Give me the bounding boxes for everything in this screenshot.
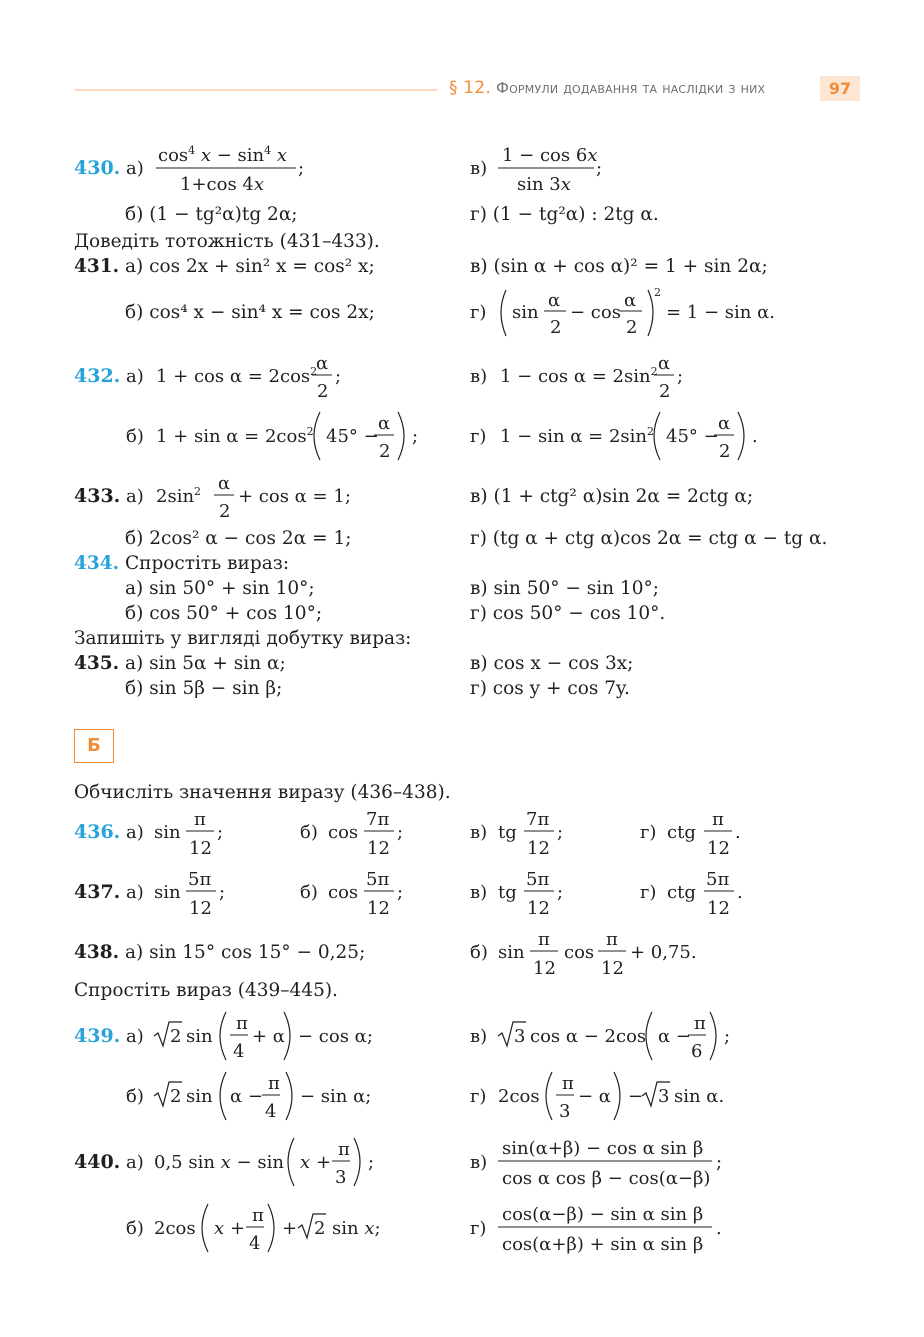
- problem-440-row2: [70, 1196, 910, 1262]
- svg-text:sin 3x: sin 3x: [517, 174, 571, 195]
- svg-text:π: π: [268, 1073, 280, 1094]
- svg-text:α: α: [624, 290, 637, 311]
- svg-text:2: 2: [219, 501, 231, 522]
- svg-text:в): в): [470, 1026, 488, 1047]
- svg-text:3: 3: [559, 1101, 571, 1122]
- svg-text:а): а): [126, 1152, 144, 1173]
- svg-text:α: α: [658, 353, 671, 374]
- problem-431-g: [468, 278, 798, 344]
- instruction-prove: Доведіть тотожність (431–433).: [74, 231, 380, 252]
- page-number: 97: [820, 76, 860, 101]
- svg-text:cos: cos: [564, 942, 595, 963]
- svg-text:;: ;: [397, 822, 404, 843]
- problem-437-row: [70, 866, 910, 922]
- svg-text:5π: 5π: [526, 869, 550, 890]
- svg-text:;: ;: [412, 426, 419, 447]
- svg-text:;: ;: [217, 822, 224, 843]
- svg-text:.: .: [752, 426, 758, 447]
- problem-430-formula-row: [70, 138, 910, 198]
- svg-text:;: ;: [298, 158, 305, 179]
- svg-text:cos4 x − sin4 x: $\cos^4 x - \sin^4 x$: [158, 144, 288, 166]
- svg-text:x: x: [214, 1218, 225, 1239]
- svg-text:12: 12: [527, 898, 550, 919]
- svg-text:2: 2: [170, 1026, 182, 1047]
- svg-text:3: 3: [658, 1086, 670, 1107]
- svg-text:4: 4: [265, 1101, 277, 1122]
- svg-text:;: ;: [557, 822, 564, 843]
- svg-text:π: π: [236, 1013, 248, 1034]
- svg-text:а): а): [126, 486, 144, 507]
- problem-438-a: а) sin 15° cos 15° − 0,25;: [124, 942, 366, 963]
- problem-number-430: 430.: [74, 157, 121, 179]
- problem-434-v: в) sin 50° − sin 10°;: [470, 578, 660, 599]
- svg-text:б): б): [300, 822, 318, 843]
- svg-text:б): б): [300, 882, 318, 903]
- svg-text:2: 2: [317, 381, 329, 402]
- svg-text:45° −: 45° −: [326, 426, 379, 447]
- svg-text:а): а): [126, 822, 144, 843]
- svg-text:π: π: [606, 929, 618, 950]
- svg-text:г): г): [640, 822, 657, 843]
- header-rule: [75, 89, 437, 91]
- svg-text:;: ;: [397, 882, 404, 903]
- svg-text:а): а): [126, 158, 144, 179]
- svg-text:5π: 5π: [188, 869, 212, 890]
- svg-text:π: π: [562, 1073, 574, 1094]
- svg-text:+ cos α = 1;: + cos α = 1;: [238, 486, 351, 507]
- svg-text:;: ;: [677, 366, 684, 387]
- svg-text:7π: 7π: [366, 809, 390, 830]
- svg-text:π: π: [338, 1139, 350, 1160]
- svg-text:5π: 5π: [706, 869, 730, 890]
- svg-text:г): г): [470, 426, 487, 447]
- svg-text:sin: sin: [154, 882, 181, 903]
- svg-text:1+cos 4x: 1+cos 4x: [180, 174, 265, 195]
- svg-text:12: 12: [367, 838, 390, 859]
- svg-text:π: π: [194, 809, 206, 830]
- problem-439-row2: [70, 1066, 910, 1126]
- problem-438-row1: [74, 942, 365, 964]
- svg-text:sin: sin: [512, 302, 539, 323]
- svg-text:в): в): [470, 1152, 488, 1173]
- problem-434-header: [74, 553, 289, 575]
- svg-text:.: .: [716, 1218, 722, 1239]
- svg-text:г): г): [640, 882, 657, 903]
- svg-text:cos: cos: [328, 822, 359, 843]
- svg-text:1 − sin α = 2sin2: $1 - \sin \alpha = 2\sin^2$: [500, 425, 655, 447]
- svg-text:α: α: [378, 413, 391, 434]
- problem-number-439: 439.: [74, 1025, 121, 1047]
- svg-text:;: ;: [716, 1152, 723, 1173]
- svg-text:0,5 sin x − sin: 0,5 sin x − sin: [154, 1152, 284, 1173]
- instruction-simplify: Спростіть вираз:: [124, 553, 290, 574]
- svg-text:45° −: 45° −: [666, 426, 719, 447]
- section-title: Формули додавання та наслідки з них: [495, 79, 766, 97]
- svg-text:а): а): [126, 366, 144, 387]
- svg-text:г): г): [470, 302, 487, 323]
- problem-431-a: а) cos 2x + sin² x = cos² x;: [124, 256, 375, 277]
- svg-text:12: 12: [707, 838, 730, 859]
- problem-431-row1: [74, 256, 375, 278]
- svg-text:1 + cos α = 2cos2: $1 + \cos \alpha = 2\cos^2$: [156, 365, 318, 387]
- svg-text:в): в): [470, 158, 488, 179]
- problem-430-g: г) (1 − tg²α) : 2tg α.: [470, 204, 659, 225]
- svg-text:π: π: [712, 809, 724, 830]
- svg-text:б): б): [126, 426, 144, 447]
- problem-439-row1: [70, 1006, 910, 1066]
- svg-text:sin(α+β) − cos α sin β: sin(α+β) − cos α sin β: [502, 1138, 704, 1159]
- svg-text:+: +: [282, 1218, 298, 1239]
- svg-text:cos(α−β) − sin α sin β: cos(α−β) − sin α sin β: [502, 1204, 704, 1225]
- svg-text:5π: 5π: [366, 869, 390, 890]
- svg-text:ctg: ctg: [667, 882, 696, 903]
- svg-text:tg: tg: [498, 882, 517, 903]
- svg-text:x: x: [300, 1152, 311, 1173]
- problem-number-435: 435.: [74, 653, 120, 674]
- svg-text:α: α: [218, 473, 231, 494]
- svg-text:2cos: 2cos: [154, 1218, 196, 1239]
- problem-431-v: в) (sin α + cos α)² = 1 + sin 2α;: [470, 256, 768, 277]
- svg-text:;: ;: [368, 1152, 375, 1173]
- problem-436-row: [70, 806, 910, 862]
- svg-text:π: π: [694, 1013, 706, 1034]
- svg-text:;: ;: [557, 882, 564, 903]
- svg-text:α: α: [548, 290, 561, 311]
- svg-text:4: 4: [249, 1233, 261, 1254]
- svg-text:sin x;: sin x;: [332, 1218, 381, 1239]
- svg-text:г): г): [470, 1086, 487, 1107]
- svg-text:г): г): [470, 1218, 487, 1239]
- problem-435-row1: [74, 653, 286, 675]
- svg-text:α −: α −: [658, 1026, 691, 1047]
- svg-text:cos: cos: [328, 882, 359, 903]
- svg-text:а): а): [126, 882, 144, 903]
- svg-text:sin α.: sin α.: [674, 1086, 725, 1107]
- svg-text:4: 4: [233, 1041, 245, 1062]
- svg-text:2: 2: [719, 441, 731, 462]
- svg-text:ctg: ctg: [667, 822, 696, 843]
- problem-435-b: б) sin 5β − sin β;: [125, 678, 283, 699]
- svg-text:sin: sin: [186, 1086, 213, 1107]
- problem-438-b: [468, 926, 768, 982]
- svg-text:−: −: [628, 1086, 644, 1107]
- svg-text:;: ;: [219, 882, 226, 903]
- svg-text:2sin2: $2\sin^2$: [156, 485, 202, 507]
- problem-number-434: 434.: [74, 553, 120, 574]
- running-header: [449, 78, 765, 98]
- svg-text:б): б): [470, 942, 488, 963]
- svg-text:sin: sin: [498, 942, 525, 963]
- svg-text:− sin α;: − sin α;: [300, 1086, 372, 1107]
- section-number: § 12.: [449, 78, 491, 98]
- svg-text:б): б): [126, 1086, 144, 1107]
- problem-435-v: в) cos x − cos 3x;: [470, 653, 634, 674]
- svg-text:tg: tg: [498, 822, 517, 843]
- problem-number-440: 440.: [74, 1151, 121, 1173]
- problem-433-v: в) (1 + ctg² α)sin 2α = 2ctg α;: [470, 486, 754, 507]
- svg-text:sin: sin: [186, 1026, 213, 1047]
- problem-435-g: г) cos y + cos 7y.: [470, 678, 630, 699]
- svg-text:.: .: [737, 882, 743, 903]
- svg-text:2: 2: [314, 1218, 326, 1239]
- svg-text:в): в): [470, 366, 488, 387]
- svg-text:= 1 − sin α.: = 1 − sin α.: [666, 302, 775, 323]
- svg-text:;: ;: [596, 158, 603, 179]
- problem-number-436: 436.: [74, 821, 121, 843]
- svg-text:− α: − α: [578, 1086, 611, 1107]
- svg-text:+ 0,75.: + 0,75.: [630, 942, 697, 963]
- instruction-simplify-range: Спростіть вираз (439–445).: [74, 980, 338, 1001]
- svg-text:+: +: [316, 1152, 332, 1173]
- svg-text:cos α cos β − cos(α−β): cos α cos β − cos(α−β): [502, 1168, 711, 1189]
- problem-430-b: б) (1 − tg²α)tg 2α;: [125, 204, 298, 225]
- svg-text:7π: 7π: [526, 809, 550, 830]
- svg-text:+ α: + α: [252, 1026, 285, 1047]
- problem-number-431: 431.: [74, 256, 120, 277]
- svg-text:2: 2: [550, 317, 562, 338]
- problem-435-a: а) sin 5α + sin α;: [124, 653, 286, 674]
- svg-text:б): б): [126, 1218, 144, 1239]
- svg-text:− cos α;: − cos α;: [298, 1026, 373, 1047]
- svg-text:12: 12: [601, 958, 624, 979]
- svg-text:2: 2: [379, 441, 391, 462]
- svg-text:cos α − 2cos: cos α − 2cos: [530, 1026, 647, 1047]
- svg-text:;: ;: [335, 366, 342, 387]
- svg-text:α: α: [316, 353, 329, 374]
- problem-440-row1: [70, 1130, 910, 1196]
- svg-text:1 − cos α = 2sin2: $1 - \cos \alpha = 2\sin^2$: [500, 365, 658, 387]
- svg-text:+: +: [230, 1218, 246, 1239]
- problem-number-432: 432.: [74, 365, 121, 387]
- svg-text:3: 3: [514, 1026, 526, 1047]
- problem-434-a: а) sin 50° + sin 10°;: [125, 578, 315, 599]
- svg-text:− cos: − cos: [570, 302, 621, 323]
- problem-434-g: г) cos 50° − cos 10°.: [470, 603, 666, 624]
- svg-text:12: 12: [527, 838, 550, 859]
- svg-text:2cos: 2cos: [498, 1086, 540, 1107]
- problem-number-437: 437.: [74, 881, 121, 903]
- svg-text:cos(α+β) + sin α sin β: cos(α+β) + sin α sin β: [502, 1234, 704, 1255]
- svg-text:12: 12: [189, 838, 212, 859]
- svg-text:в): в): [470, 882, 488, 903]
- svg-text:α −: α −: [230, 1086, 263, 1107]
- svg-text:2: 2: [659, 381, 671, 402]
- svg-text:π: π: [252, 1205, 264, 1226]
- svg-text:в): в): [470, 822, 488, 843]
- svg-text:6: 6: [691, 1041, 703, 1062]
- svg-text:1 − cos 6x: 1 − cos 6x: [502, 145, 598, 166]
- svg-text:12: 12: [533, 958, 556, 979]
- problem-number-433: 433.: [74, 485, 121, 507]
- svg-text:12: 12: [189, 898, 212, 919]
- svg-text:;: ;: [724, 1026, 731, 1047]
- svg-text:1 + sin α = 2cos2: $1 + \sin \alpha = 2\cos^2$: [156, 425, 314, 447]
- svg-text:sin: sin: [154, 822, 181, 843]
- svg-text:12: 12: [707, 898, 730, 919]
- svg-text:.: .: [735, 822, 741, 843]
- svg-text:2: 2: [170, 1086, 182, 1107]
- problem-432-row2: [70, 406, 910, 466]
- problem-434-b: б) cos 50° + cos 10°;: [125, 603, 323, 624]
- svg-text:а): а): [126, 1026, 144, 1047]
- instruction-product: Запишіть у вигляді добутку вираз:: [74, 628, 412, 649]
- instruction-compute: Обчисліть значення виразу (436–438).: [74, 782, 451, 803]
- problem-431-b: б) cos⁴ x − sin⁴ x = cos 2x;: [125, 302, 375, 323]
- problem-433-g: г) (tg α + ctg α)cos 2α = ctg α − tg α.: [470, 528, 828, 549]
- svg-text:3: 3: [335, 1167, 347, 1188]
- svg-text:2: 2: [654, 286, 661, 299]
- level-b-label: Б: [74, 729, 114, 763]
- problem-number-438: 438.: [74, 942, 120, 963]
- svg-text:α: α: [718, 413, 731, 434]
- problem-433-b: б) 2cos² α − cos 2α = 1;: [125, 528, 352, 549]
- svg-text:π: π: [538, 929, 550, 950]
- problem-432-row1: [70, 350, 910, 406]
- svg-text:12: 12: [367, 898, 390, 919]
- svg-text:2: 2: [626, 317, 638, 338]
